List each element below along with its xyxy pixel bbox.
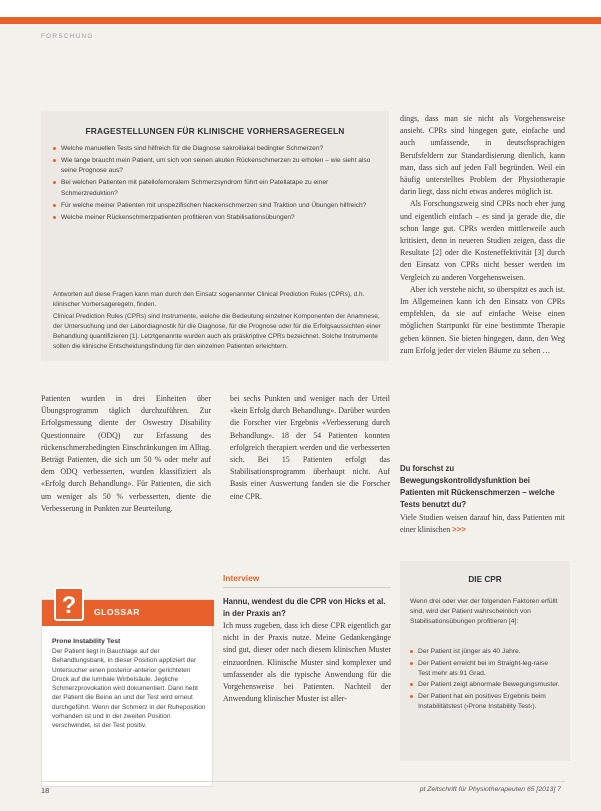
questions-box: [41, 111, 389, 361]
bullet-icon: [53, 181, 56, 184]
bullet-icon: [410, 662, 413, 665]
page-number: 18: [41, 786, 50, 795]
list-item: Der Patient hat ein positives Ergebnis beim Instabilitätstest (›Prone Instability Test‹).: [410, 692, 562, 712]
paragraph: Als Forschungszweig sind CPRs noch eher jung und eigentlich einfach – es sind ja gerade die, die schon lange gut. CPRs werden mittlerweile auch kritisiert, denn in neueren Studien zeigen, dass die Resultate [2] oder die Kosteneffektivität [3] durch den Einsatz von CPRs nicht besser werden im Vergleich zu anderen Vorgehensweisen.: [400, 199, 565, 282]
journal-reference: pt Zeitschrift für Physiotherapeuten 65 [2013] 7: [419, 786, 561, 793]
footer-divider: [41, 781, 565, 782]
list-item: Für welche meiner Patienten mit unspezifischen Nackenschmerzen sind Traktion und Übungen hilfreich?: [53, 201, 383, 211]
interview-answer: Ich muss zugeben, dass ich diese CPR eigentlich gar nicht in der Praxis nutze. Meine Gedankengänge sind gut, dieser oder nach diesem klinischen Muster einzuordnen. Klinische Muster sind komplexer und umfassender als die typische Anwendung für die Vorgehensweise bei Patienten. Nachteil der Anwendung klinischer Muster ist aller-: [223, 621, 391, 704]
right-column-top: [400, 113, 565, 357]
bullet-icon: [53, 204, 56, 207]
list-item: Bei welchen Patienten mit patellofemoralem Schmerzsyndrom führt ein Patellatape zu einer Schmerzreduktion?: [53, 178, 383, 199]
glossary-term: Prone Instability Test: [52, 638, 121, 645]
cpr-box: [400, 561, 570, 761]
right-column-continued: [400, 512, 565, 536]
glossary-title: GLOSSAR: [94, 607, 140, 617]
bullet-icon: [53, 159, 56, 162]
section-label: FORSCHUNG: [41, 33, 94, 40]
bullet-icon: [410, 650, 413, 653]
questions-list: [53, 144, 383, 225]
cpr-intro: Wenn drei oder vier der folgenden Faktoren erfüllt sind, wird der Patient wahrscheinlich von Stabilisationsübungen profitieren [4]:: [410, 598, 558, 625]
paragraph: Aber ich verstehe nicht, so überspitzt es auch ist. Im Allgemeinen kann ich den Einsatz von CPRs empfehlen, da sie auf einfache Weise einen möglichen Startpunkt für eine bestimmte Therapie geben können. Sie bieten hingegen, dann, den Weg zum Erfolg jeder der vielen Bäume zu sehen …: [400, 284, 565, 355]
bullet-icon: [53, 147, 56, 150]
list-item: Der Patient zeigt abnormale Bewegungsmuster.: [410, 680, 562, 690]
bullet-icon: [53, 216, 56, 219]
interview-label: Interview: [223, 573, 260, 583]
glossary-box: [41, 592, 213, 787]
list-item: Wie lange braucht mein Patient, um sich von seinen akuten Rückenschmerzen zu erholen – wie sieht also seine Prognose aus?: [53, 156, 383, 177]
questions-paragraph-1: Antworten auf diese Fragen kann man durch den Einsatz sogenannter Clinical Prediction Rules (CPRs), d.h. klinischer Vorhersageregeln, finden.: [53, 291, 365, 308]
cpr-factors-list: [410, 647, 562, 713]
list-item: Der Patient ist jünger als 40 Jahre.: [410, 647, 562, 657]
bullet-icon: [410, 683, 413, 686]
middle-column-text: bei sechs Punkten und weniger nach der Urteil «kein Erfolg durch Behandlung». Darüber wurden die Forscher vier Ergebnis «Verbesserung durch Behandlung». 18 der 54 Patienten konnten erfolgreich therapiert werden und die verbesserten sich. Bei 15 Patienten erfolgt das Stabilisationsprogramm überhaupt nicht. Auf Basis einer Auswertung fanden sie die Forscher eine CPR.: [230, 394, 390, 501]
list-item: Der Patient erreicht bei im Straight-leg-raise Test mehr als 91 Grad.: [410, 659, 562, 679]
paragraph: Viele Studien weisen darauf hin, dass Patienten mit einer klinischen: [400, 513, 565, 535]
interview-question: Hannu, wendest du die CPR von Hicks et al. in der Praxis an?: [223, 597, 386, 618]
divider: [223, 587, 391, 588]
left-column-text: Patienten wurden in drei Einheiten über Übungsprogramm täglich durchzuführen. Zur Erfolgsmessung diente der Oswestry Disability Questionnaire (ODQ) zur Erfassung des rückenschmerzbedingten Einschränkungen im Alltag. Beträgt Patienten, die sich um 50 % oder mehr auf dem ODQ verbesserten, wurden klassifiziert als «Erfolg durch Behandlung». Für Patienten, die sich um weniger als 50 % verbesserten, diente die Verbesserung in Punkten zur Beurteilung.: [41, 394, 211, 513]
interview-question-heading: Du forschst zu Bewegungskontrolldysfunktion bei Patienten mit Rückenschmerzen – welche Tests benutzt du?: [400, 464, 555, 509]
questions-paragraph-2: Clinical Prediction Rules (CPRs) sind Instrumente, welche die Bedeutung einzelner Komponenten der Anamnese, der Untersuchung und der Labordiagnostik für die Diagnose, für die Prognose oder für die Erfolgsaussichten einer Behandlung quantifizieren [1]. Letztgenannte wurden auch als präskriptive CPRs bezeichnet. Solche Instrumente sollen die klinische Entscheidungsfindung für den einzelnen Patienten erleichtern.: [53, 313, 381, 350]
bullet-icon: [410, 695, 413, 698]
list-item: Welche manuellen Tests sind hilfreich für die Diagnose sakroiliakal bedingter Schmerzen?: [53, 144, 383, 154]
cpr-title: DIE CPR: [468, 575, 502, 584]
list-item: Welche meiner Rückenschmerzpatienten profitieren von Stabilisationsübungen?: [53, 213, 383, 223]
top-accent-stripe: [0, 17, 601, 24]
paragraph: dings, dass man sie nicht als Vorgehensweise ansieht. CPRs sind hingegen gute, einfache und auch umfassende, in deutschsprachigen Berufsfeldern zur Standardisierung dienlich, kann man, dass sich auf jeden Fall begründen. Weil ein häufig unterstelltes Problem der Physiotherapie darin liegt, dass nicht etwas anderes möglich ist.: [400, 114, 565, 197]
questions-text: [53, 290, 381, 354]
glossary-text: Der Patient liegt in Bauchlage auf der Behandlungsbank, in dieser Position appliziert der Untersucher einen posterior-anterior gerichteten Druck auf die lumbale Wirbelsäule. Jegliche Schmerzprovokation wird dokumentiert. Dann hebt der Patient die Beine an und der Test wird erneut durchgeführt. Wenn der Schmerz in der Ruheposition vorhanden ist und in der zweiten Position verschwindet, ist der Test positiv.: [52, 648, 206, 730]
questions-title: FRAGESTELLUNGEN FÜR KLINISCHE VORHERSAGEREGELN: [85, 126, 345, 136]
continue-arrows-icon: >>>: [452, 525, 466, 535]
question-mark-icon: ?: [54, 587, 84, 621]
